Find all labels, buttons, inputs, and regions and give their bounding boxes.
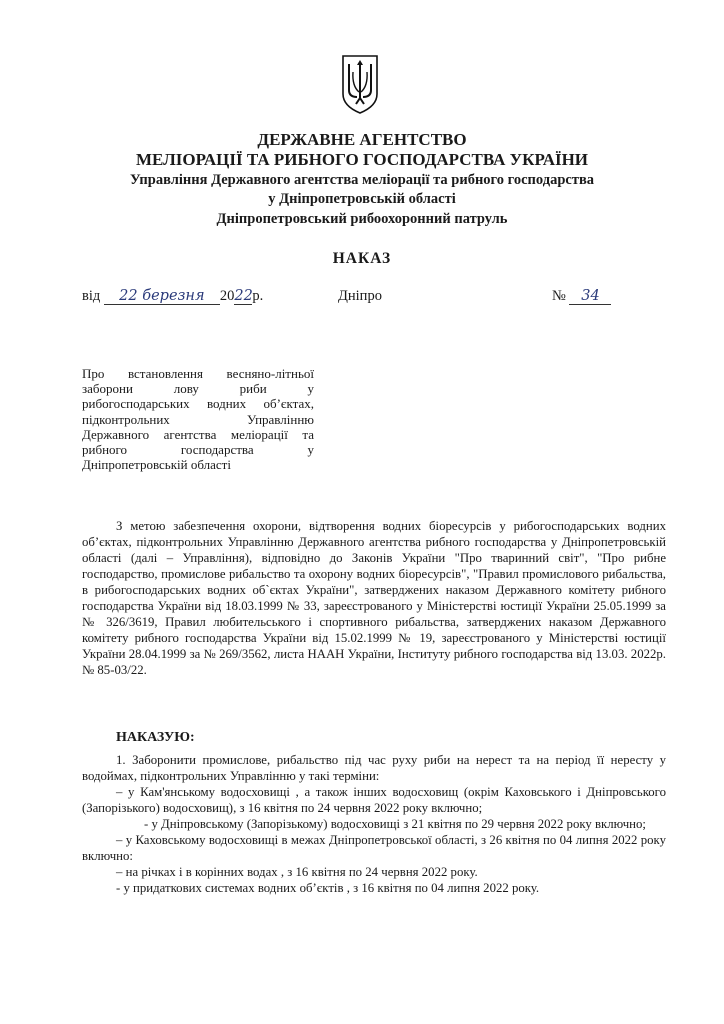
subject-line: Про встановлення весняно-літньої [82, 366, 314, 381]
subject-line: Дніпропетровській області [82, 457, 231, 473]
department-line2: у Дніпропетровській області [268, 191, 456, 207]
date-prefix: від [82, 288, 101, 304]
city: Дніпро [338, 288, 382, 304]
department-line1: Управління Державного агентства меліорації та рибного господарства [129, 172, 595, 188]
ban-period-item: - у придаткових системах водних об’єктів , з 16 квітня по 04 липня 2022 року. [116, 881, 540, 895]
agency-title-line1: ДЕРЖАВНЕ АГЕНТСТВО [257, 130, 467, 149]
preamble-block [82, 518, 666, 678]
agency-title-line2: МЕЛІОРАЦІЇ ТА РИБНОГО ГОСПОДАРСТВА УКРАЇНИ [135, 150, 589, 169]
unit-name: Дніпропетровський рибоохоронний патруль [216, 211, 508, 227]
year-suffix: р. [252, 288, 264, 304]
subject-line: заборони лову риби у [82, 381, 314, 397]
ban-period-item: – на річках і в корінних водах , з 16 квітня по 24 червня 2022 року. [116, 865, 478, 879]
subject-line: Державного агентства меліорації та [82, 426, 314, 442]
order-subject [82, 366, 314, 472]
ban-period-item: - у Дніпровському (Запорізькому) водосховищі з 21 квітня по 29 червня 2022 року включно; [144, 817, 646, 831]
trident-icon [340, 52, 380, 116]
ban-period-item: – у Кам'янському водосховищі , а також інших водосховищ (окрім Каховського і Дніпровського (Запорізького) водосховищ), з 16 квітня по 24 червня 2022 року включно; [82, 785, 666, 815]
order-point-1: 1. Заборонити промислове, рибальство під час руху риби на нерест та на період її нересту у водоймах, підконтрольних Управлінню у такі терміни: [82, 753, 666, 783]
order-heading: НАКАЗУЮ: [116, 730, 195, 745]
order-body [82, 752, 666, 896]
date-handwritten: 22 березня [104, 289, 220, 305]
preamble-paragraph: З метою забезпечення охорони, відтворення водних біоресурсів у рибогосподарських водних об’єктах, підконтрольних Управлінню Державного агентства рибного господарства у Дніпропетровській області (далі – Управління), відповідно до Законів України "Про тваринний світ", "Про рибне господарство, промислове рибальство та охорону водних біоресурсів", "Правил промислового рибальства, в рибогосподарських водних об`єктах України", затверджених наказом Державного комітету рибного господарства України від 18.03.1999 № 33, зареєстрованого у Міністерстві юстиції України 25.05.1999 за № 326/3619, Правил любительського і спортивного рибальства, затверджених наказом Державного комітету рибного господарства України від 15.02.1999 № 19, зареєстрованого у Міністерстві юстиції України 28.04.1999 за № 269/3562, листа НААН України, Інституту рибного господарства від 13.03. 2022р. № 85-03/22. [82, 519, 666, 677]
subject-line: рибогосподарських водних об’єктах, [82, 396, 314, 412]
subject-line: підконтрольних Управлінню [82, 411, 314, 427]
year-handwritten: 22 [234, 288, 253, 304]
number-handwritten: 34 [569, 289, 611, 305]
date-field [82, 288, 263, 305]
year-prefix: 20 [219, 288, 235, 304]
document-type: НАКАЗ [332, 250, 392, 267]
order-number [552, 288, 611, 305]
subject-line: рибного господарства у [82, 442, 314, 458]
ban-period-item: – у Каховському водосховищі в межах Дніпропетровської області, з 26 квітня по 04 липня 2022 року включно: [82, 833, 666, 863]
number-prefix: № [552, 288, 566, 304]
